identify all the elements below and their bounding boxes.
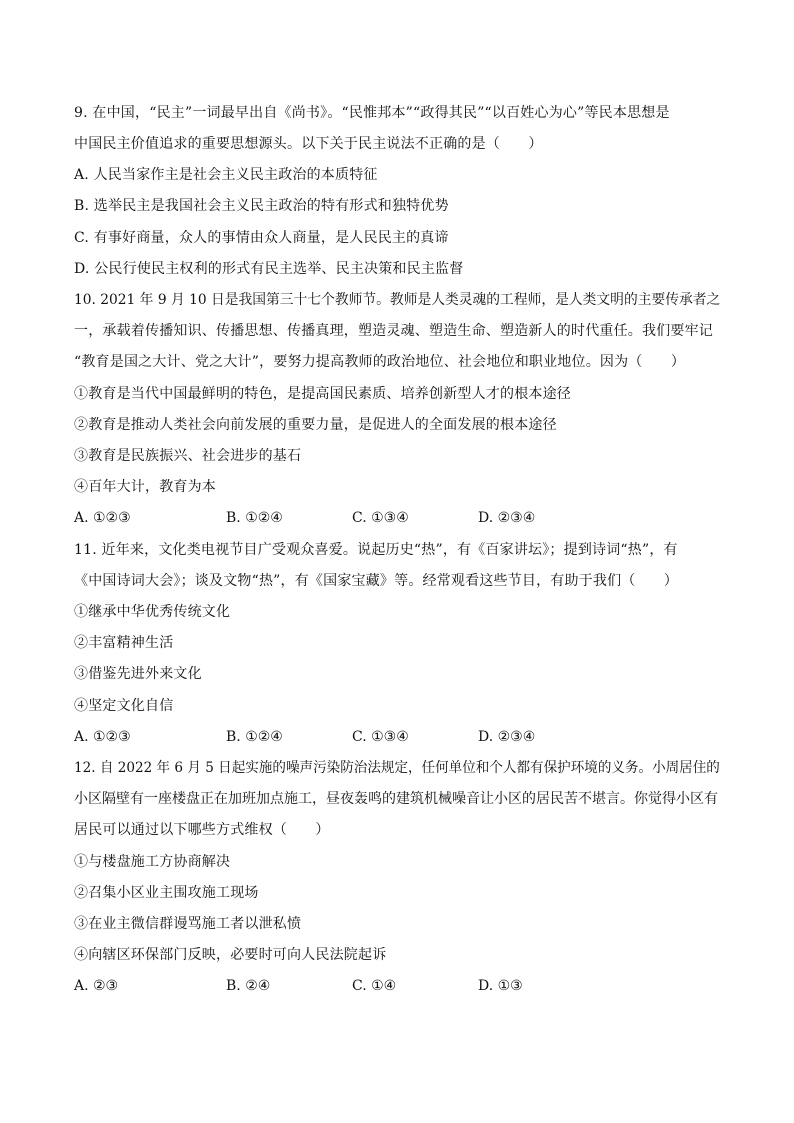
q11-stem-line-1: 11. 近年来，文化类电视节目广受观众喜爱。说起历史“热”，有《百家讲坛》；提到诗词“热”，有 <box>74 542 678 558</box>
q11-option-d: D. ②③④ <box>478 729 536 745</box>
q12-stem-line-2: 小区隔壁有一座楼盘正在加班加点施工，昼夜轰鸣的建筑机械噪音让小区的居民苦不堪言。你觉得小区有 <box>74 791 718 807</box>
q9-choice-d: D. 公民行使民主权利的形式有民主选举、民主决策和民主监督 <box>74 261 464 277</box>
q10-stem-line-1: 10. 2021 年 9 月 10 日是我国第三十七个教师节。教师是人类灵魂的工程师，是人类文明的主要传承者之 <box>74 292 721 308</box>
q10-statement-2: ②教育是推动人类社会向前发展的重要力量，是促进人的全面发展的根本途径 <box>74 417 557 433</box>
q12-option-b: B. ②④ <box>226 978 271 994</box>
q10-option-c: C. ①③④ <box>352 510 409 526</box>
q12-option-d: D. ①③ <box>478 978 523 994</box>
q10-option-b: B. ①②④ <box>226 510 283 526</box>
q12-stem-line-1: 12. 自 2022 年 6 月 5 日起实施的噪声污染防治法规定，任何单位和个人都有保护环境的义务。小周居住的 <box>74 760 720 776</box>
q12-statement-1: ①与楼盘施工方协商解决 <box>74 854 231 870</box>
q11-statement-2: ②丰富精神生活 <box>74 635 174 651</box>
q12-option-a: A. ②③ <box>74 978 119 994</box>
q11-statement-3: ③借鉴先进外来文化 <box>74 666 202 682</box>
q10-stem-line-3: “教育是国之大计、党之大计”，要努力提高教师的政治地位、社会地位和职业地位。因为（ ） <box>74 354 686 370</box>
q12-stem-line-3: 居民可以通过以下哪些方式维权（ ） <box>74 822 330 838</box>
q10-statement-3: ③教育是民族振兴、社会进步的基石 <box>74 448 302 464</box>
q11-statement-4: ④坚定文化自信 <box>74 698 174 714</box>
q9-stem-line-2: 中国民主价值追求的重要思想源头。以下关于民主说法不正确的是（ ） <box>74 136 543 152</box>
q10-stem-line-2: 一，承载着传播知识、传播思想、传播真理，塑造灵魂、塑造生命、塑造新人的时代重任。我们要牢记 <box>74 323 713 339</box>
q11-statement-1: ①继承中华优秀传统文化 <box>74 604 231 620</box>
q12-option-c: C. ①④ <box>352 978 397 994</box>
q9-stem-line-1: 9. 在中国，“民主”一词最早出自《尚书》。“民惟邦本”“政得其民”“以百姓心为心”等民本思想是 <box>74 105 670 121</box>
q10-option-d: D. ②③④ <box>478 510 536 526</box>
q11-option-a: A. ①②③ <box>74 729 131 745</box>
q12-statement-3: ③在业主微信群谩骂施工者以泄私愤 <box>74 916 302 932</box>
q10-option-a: A. ①②③ <box>74 510 131 526</box>
q9-choice-c: C. 有事好商量，众人的事情由众人商量，是人民民主的真谛 <box>74 230 449 246</box>
q10-statement-4: ④百年大计，教育为本 <box>74 479 216 495</box>
q11-option-c: C. ①③④ <box>352 729 409 745</box>
q9-choice-a: A. 人民当家作主是社会主义民主政治的本质特征 <box>74 167 378 183</box>
q12-statement-4: ④向辖区环保部门反映，必要时可向人民法院起诉 <box>74 947 387 963</box>
q9-choice-b: B. 选举民主是我国社会主义民主政治的特有形式和独特优势 <box>74 198 449 214</box>
q10-statement-1: ①教育是当代中国最鲜明的特色，是提高国民素质、培养创新型人才的根本途径 <box>74 386 571 402</box>
q12-statement-2: ②召集小区业主围攻施工现场 <box>74 885 259 901</box>
q11-option-b: B. ①②④ <box>226 729 283 745</box>
q11-stem-line-2: 《中国诗词大会》；谈及文物“热”，有《国家宝藏》等。经常观看这些节目，有助于我们（ ） <box>74 573 679 589</box>
